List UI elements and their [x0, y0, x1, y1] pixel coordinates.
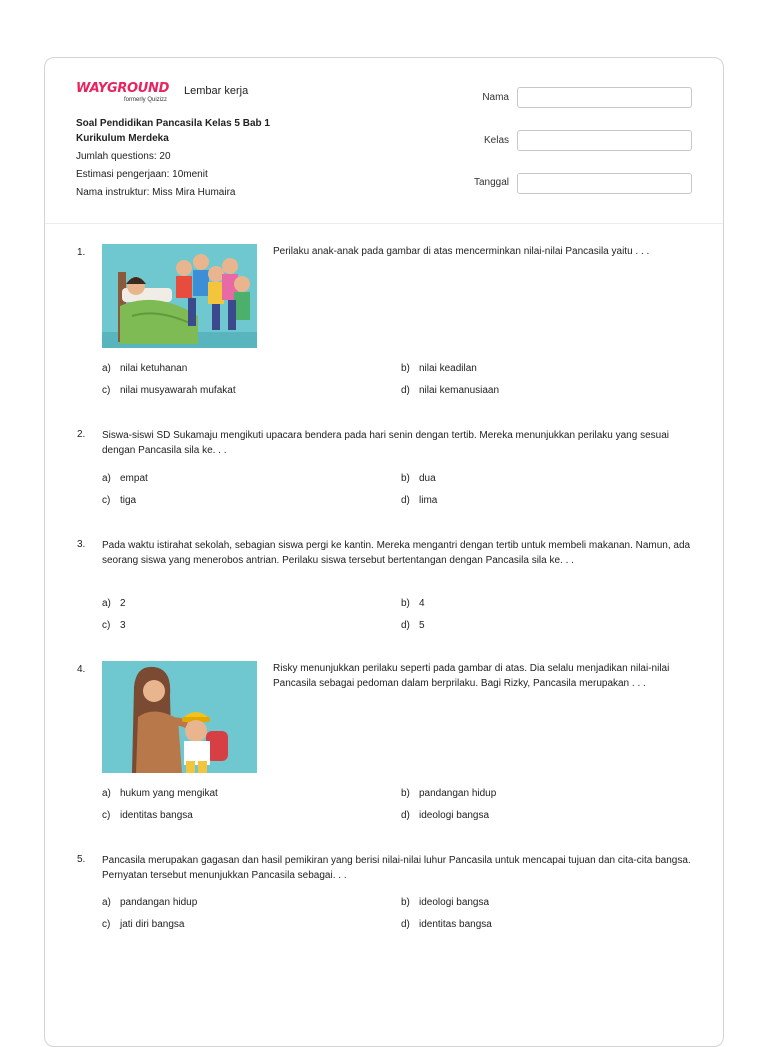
- option-text: identitas bangsa: [120, 810, 193, 821]
- option-text: pandangan hidup: [120, 897, 198, 908]
- class-input[interactable]: [517, 130, 692, 151]
- option-text: 3: [120, 620, 126, 631]
- worksheet-title: Soal Pendidikan Pancasila Kelas 5 Bab 1: [76, 118, 270, 129]
- answer-option[interactable]: [401, 620, 425, 631]
- answer-option[interactable]: [401, 919, 492, 930]
- answer-option[interactable]: [102, 810, 193, 821]
- question-count: Jumlah questions: 20: [76, 151, 171, 162]
- question-number: 3.: [77, 539, 86, 550]
- option-letter: b): [401, 363, 410, 374]
- class-label: Kelas: [483, 135, 509, 146]
- option-letter: c): [102, 620, 111, 631]
- name-label: Nama: [482, 92, 509, 103]
- option-text: jati diri bangsa: [120, 919, 185, 930]
- option-letter: a): [102, 897, 111, 908]
- instructor-name: Nama instruktur: Miss Mira Humaira: [76, 187, 236, 198]
- option-letter: a): [102, 363, 111, 374]
- wayground-logo: [76, 81, 186, 103]
- option-text: nilai keadilan: [419, 363, 477, 374]
- answer-option[interactable]: [401, 495, 437, 506]
- option-text: nilai kemanusiaan: [419, 385, 500, 396]
- answer-option[interactable]: [401, 473, 436, 484]
- answer-option[interactable]: [401, 363, 477, 374]
- question-number: 1.: [77, 247, 86, 258]
- answer-option[interactable]: [102, 620, 126, 631]
- option-letter: b): [401, 897, 410, 908]
- document-type: Lembar kerja: [184, 85, 249, 97]
- answer-option[interactable]: [401, 810, 489, 821]
- option-text: 5: [419, 620, 425, 631]
- question-text: Risky menunjukkan perilaku seperti pada gambar di atas. Dia selalu menjadikan nilai-nilai Pancasila sebagai pedoman dalam berprilaku. Bagi Rizky, Pancasila merupakan . . .: [273, 663, 670, 689]
- option-letter: c): [102, 495, 111, 506]
- time-estimate: Estimasi pengerjaan: 10menit: [76, 169, 208, 180]
- name-input[interactable]: [517, 87, 692, 108]
- option-letter: d): [401, 620, 410, 631]
- answer-option[interactable]: [102, 473, 148, 484]
- answer-option[interactable]: [401, 788, 496, 799]
- option-letter: b): [401, 473, 410, 484]
- option-text: nilai ketuhanan: [120, 363, 188, 374]
- option-letter: c): [102, 810, 111, 821]
- option-letter: b): [401, 598, 410, 609]
- question-number: 2.: [77, 429, 86, 440]
- option-text: 4: [419, 598, 425, 609]
- answer-option[interactable]: [102, 385, 236, 396]
- worksheet-header: [45, 58, 723, 224]
- answer-option[interactable]: [401, 897, 489, 908]
- sick-friend-visit-illustration: [102, 244, 257, 348]
- option-text: pandangan hidup: [419, 788, 497, 799]
- brand-subtitle: formerly Quizizz: [124, 97, 168, 103]
- option-text: identitas bangsa: [419, 919, 492, 930]
- option-letter: c): [102, 919, 111, 930]
- option-text: 2: [120, 598, 126, 609]
- option-text: nilai musyawarah mufakat: [120, 385, 236, 396]
- answer-option[interactable]: [401, 385, 499, 396]
- option-letter: b): [401, 788, 410, 799]
- answer-option[interactable]: [102, 598, 126, 609]
- option-text: empat: [120, 473, 148, 484]
- answer-option[interactable]: [401, 598, 425, 609]
- question-number: 4.: [77, 664, 86, 675]
- option-letter: d): [401, 919, 410, 930]
- option-text: hukum yang mengikat: [120, 788, 218, 799]
- option-text: ideologi bangsa: [419, 810, 490, 821]
- option-text: tiga: [120, 495, 137, 506]
- question-number: 5.: [77, 854, 86, 865]
- option-letter: a): [102, 788, 111, 799]
- answer-option[interactable]: [102, 495, 136, 506]
- brand-name: WAYGROUND: [76, 81, 170, 96]
- question-text: Perilaku anak-anak pada gambar di atas mencerminkan nilai-nilai Pancasila yaitu . . .: [273, 246, 650, 257]
- question-text: Siswa-siswi SD Sukamaju mengikuti upacara bendera pada hari senin dengan tertib. Mereka menunjukkan perilaku yang sesuai dengan Pancasila sila ke. . .: [102, 430, 669, 456]
- date-label: Tanggal: [473, 177, 509, 188]
- answer-option[interactable]: [102, 363, 187, 374]
- option-letter: d): [401, 495, 410, 506]
- answer-option[interactable]: [102, 919, 184, 930]
- option-letter: d): [401, 810, 410, 821]
- option-letter: a): [102, 473, 111, 484]
- child-greeting-mother-illustration: [102, 661, 257, 773]
- option-letter: a): [102, 598, 111, 609]
- question-text: Pancasila merupakan gagasan dan hasil pemikiran yang berisi nilai-nilai luhur Pancasila untuk mencapai tujuan dan cita-cita bangsa. Pernyatan tersebut menunjukkan Pancasila sebagai. . .: [102, 855, 691, 881]
- option-text: lima: [419, 495, 438, 506]
- answer-option[interactable]: [102, 788, 218, 799]
- option-text: ideologi bangsa: [419, 897, 490, 908]
- option-letter: c): [102, 385, 111, 396]
- question-text: Pada waktu istirahat sekolah, sebagian siswa pergi ke kantin. Mereka mengantri dengan tertib untuk membeli makanan. Namun, ada seorang siswa yang menerobos antrian. Perilaku siswa tersebut bertentangan dengan Pancasila sila ke. . .: [102, 540, 691, 566]
- option-letter: d): [401, 385, 410, 396]
- date-input[interactable]: [517, 173, 692, 194]
- worksheet: [44, 57, 724, 1047]
- option-text: dua: [419, 473, 436, 484]
- worksheet-curriculum: Kurikulum Merdeka: [76, 133, 169, 144]
- answer-option[interactable]: [102, 897, 197, 908]
